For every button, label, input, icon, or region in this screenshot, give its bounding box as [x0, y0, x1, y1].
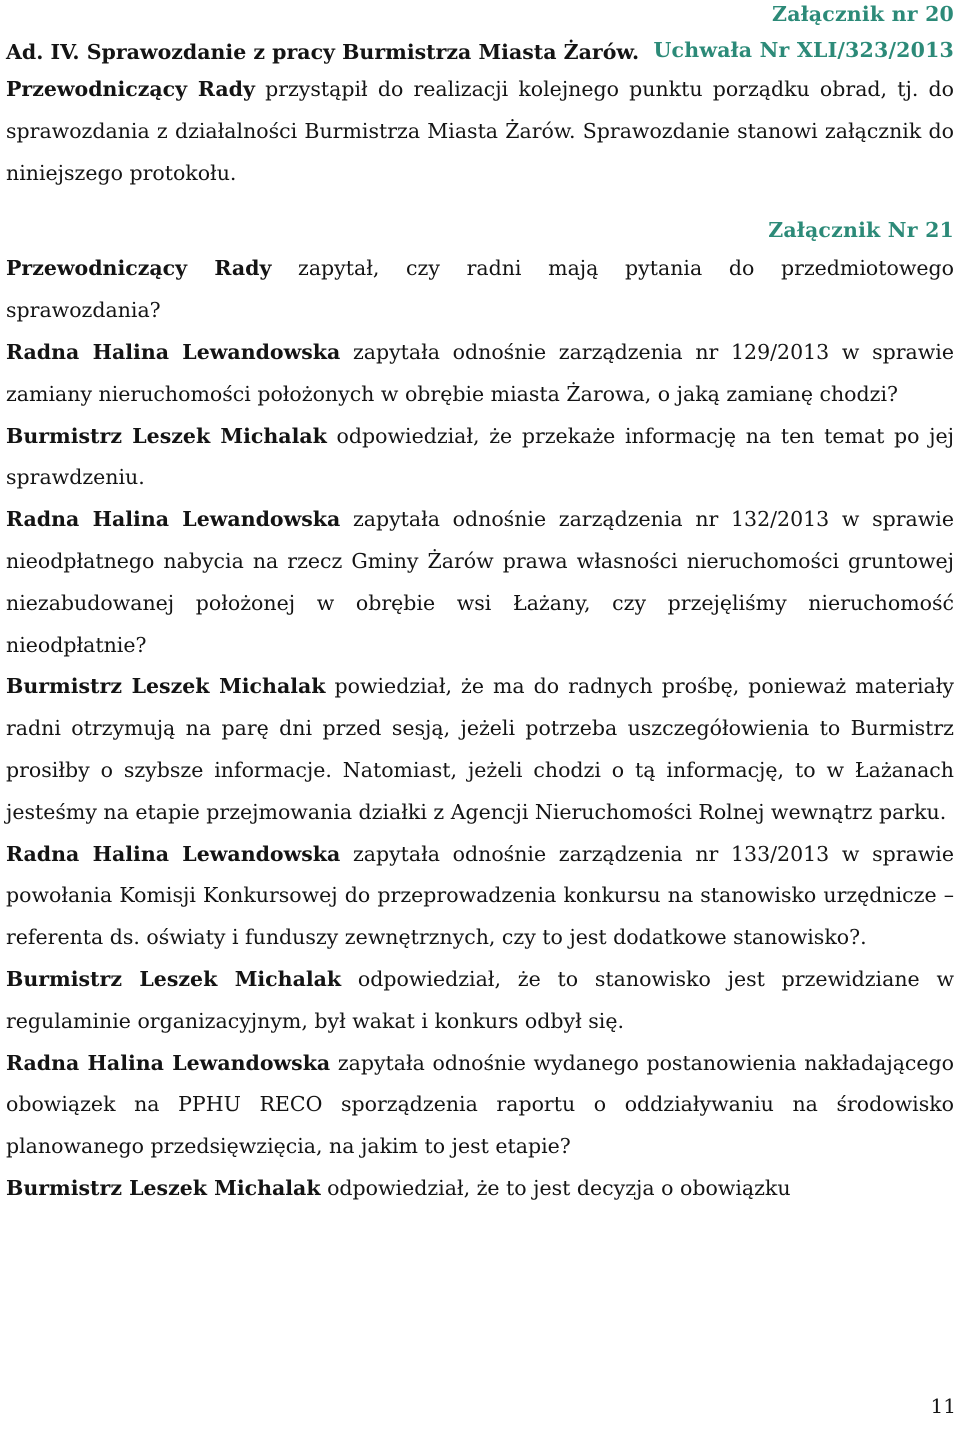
- paragraph-text: odpowiedział, że przekaże informację na ten temat po jej sprawdzeniu.: [6, 423, 954, 490]
- paragraph-4: [6, 416, 954, 500]
- paragraph-text: zapytała odnośnie zarządzenia nr 133/2013 w sprawie powołania Komisji Konkursowej do przeprowadzenia konkursu na stanowisko urzędnicze – referenta ds. oświaty i funduszy zewnętrznych, czy to jest dodatkowe stanowisko?.: [6, 841, 954, 950]
- paragraph-10: [6, 1168, 954, 1210]
- attachment-20-label: Załącznik nr 20: [772, 2, 954, 26]
- paragraph-1: [6, 69, 954, 194]
- speaker-name: Burmistrz Leszek Michalak: [6, 423, 327, 448]
- paragraph-5: [6, 499, 954, 666]
- paragraph-8: [6, 959, 954, 1043]
- paragraph-text: zapytała odnośnie wydanego postanowienia nakładającego obowiązek na PPHU RECO sporządzenia raportu o oddziaływaniu na środowisko planowanego przedsięwzięcia, na jakim to jest etapie?: [6, 1050, 954, 1159]
- paragraph-9: [6, 1043, 954, 1168]
- speaker-name: Burmistrz Leszek Michalak: [6, 966, 342, 991]
- page-number: 11: [930, 1394, 956, 1418]
- paragraph-2: [6, 248, 954, 332]
- paragraph-text: powiedział, że ma do radnych prośbę, ponieważ materiały radni otrzymują na parę dni przed sesją, jeżeli potrzeba uszczegółowienia to Burmistrz prosiłby o szybsze informacje. Natomiast, jeżeli chodzi o tą informację, to w Łażanach jesteśmy na etapie przejmowania działki z Agencji Nieruchomości Rolnej wewnątrz parku.: [6, 674, 954, 824]
- speaker-name: Radna Halina Lewandowska: [6, 339, 341, 364]
- speaker-name: Burmistrz Leszek Michalak: [6, 1175, 321, 1200]
- paragraph-6: [6, 666, 954, 833]
- resolution-label: Uchwała Nr XLI/323/2013: [653, 38, 954, 62]
- paragraph-text: zapytała odnośnie zarządzenia nr 129/2013 w sprawie zamiany nieruchomości położonych w obrębie miasta Żarowa, o jaką zamianę chodzi?: [6, 339, 954, 406]
- paragraph-text: odpowiedział, że to jest decyzja o obowiązku: [320, 1175, 791, 1200]
- section-heading: Ad. IV. Sprawozdanie z pracy Burmistrza Miasta Żarów.: [6, 40, 640, 64]
- document-page: [6, 0, 954, 1210]
- attachment-21-label: Załącznik Nr 21: [768, 218, 954, 243]
- speaker-name: Przewodniczący Rady: [6, 77, 255, 101]
- paragraph-7: [6, 834, 954, 959]
- speaker-name: Radna Halina Lewandowska: [6, 1050, 331, 1075]
- speaker-name: Burmistrz Leszek Michalak: [6, 674, 326, 699]
- paragraph-text: przystąpił do realizacji kolejnego punktu porządku obrad, tj. do sprawozdania z działalności Burmistrza Miasta Żarów. Sprawozdanie stanowi załącznik do niniejszego protokołu.: [6, 77, 954, 185]
- speaker-name: Radna Halina Lewandowska: [6, 507, 341, 532]
- speaker-name: Przewodniczący Rady: [6, 256, 272, 281]
- paragraph-3: [6, 332, 954, 416]
- speaker-name: Radna Halina Lewandowska: [6, 841, 341, 866]
- paragraph-text: zapytała odnośnie zarządzenia nr 132/2013 w sprawie nieodpłatnego nabycia na rzecz Gminy Żarów prawa własności nieruchomości gruntowej niezabudowanej położonej w obrębie wsi Łażany, czy przejęliśmy nieruchomość nieodpłatnie?: [6, 507, 954, 657]
- paragraph-text: zapytał, czy radni mają pytania do przedmiotowego sprawozdania?: [6, 256, 954, 323]
- paragraph-text: odpowiedział, że to stanowisko jest przewidziane w regulaminie organizacyjnym, był wakat i konkurs odbył się.: [6, 966, 954, 1033]
